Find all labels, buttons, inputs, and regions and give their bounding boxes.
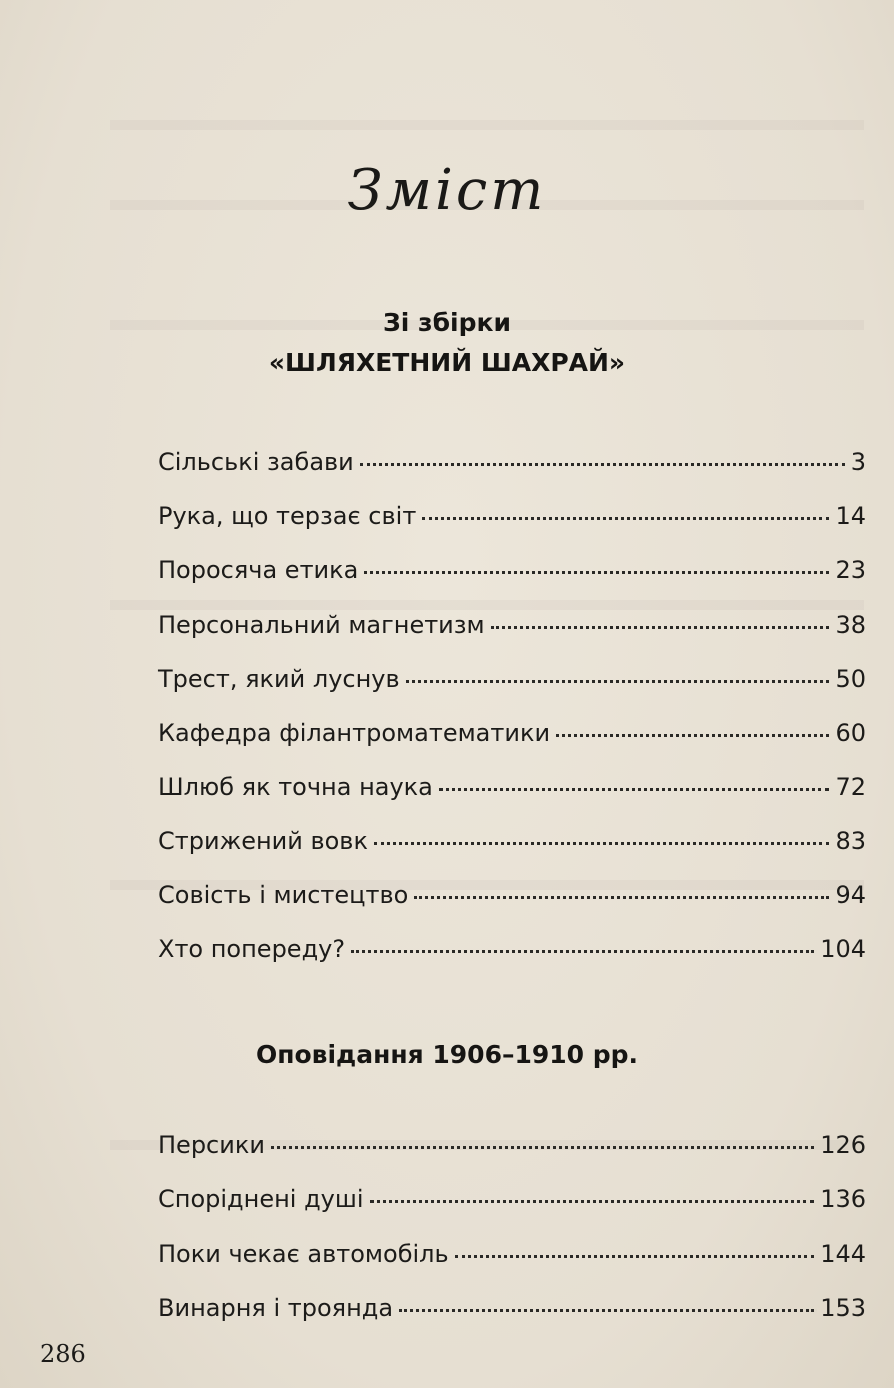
toc-entry[interactable] bbox=[158, 881, 866, 921]
toc-entry-page: 38 bbox=[835, 611, 866, 639]
leader-dots bbox=[455, 1255, 815, 1258]
toc-entry-title: Персики bbox=[158, 1131, 265, 1159]
leader-dots bbox=[491, 626, 830, 629]
toc-entry-title: Шлюб як точна наука bbox=[158, 773, 433, 801]
toc-entry[interactable] bbox=[158, 1240, 866, 1280]
toc-entry-page: 136 bbox=[820, 1185, 866, 1213]
toc-entry-title: Стрижений вовк bbox=[158, 827, 368, 855]
toc-entry-page: 14 bbox=[835, 502, 866, 530]
toc-entry-title: Совість і мистецтво bbox=[158, 881, 409, 909]
toc-entry-page: 153 bbox=[820, 1294, 866, 1322]
toc-entry[interactable] bbox=[158, 935, 866, 975]
leader-dots bbox=[414, 896, 829, 899]
toc-entry[interactable] bbox=[158, 665, 866, 705]
toc-entry[interactable] bbox=[158, 502, 866, 542]
toc-entry-title: Поросяча етика bbox=[158, 556, 359, 584]
toc-entry[interactable] bbox=[158, 1185, 866, 1225]
toc-entry-title: Поки чекає автомобіль bbox=[158, 1240, 449, 1268]
leader-dots bbox=[364, 571, 829, 574]
bleed-through-line bbox=[110, 600, 864, 610]
toc-entry-title: Винарня і троянда bbox=[158, 1294, 394, 1322]
leader-dots bbox=[360, 463, 845, 466]
leader-dots bbox=[556, 734, 829, 737]
toc-entry-title: Рука, що терзає світ bbox=[158, 502, 417, 530]
toc-entry[interactable] bbox=[158, 719, 866, 759]
toc-entry[interactable] bbox=[158, 773, 866, 813]
toc-entry[interactable] bbox=[158, 556, 866, 596]
page-number: 286 bbox=[40, 1340, 86, 1368]
bleed-through-line bbox=[110, 120, 864, 130]
leader-dots bbox=[439, 788, 830, 791]
toc-entry-title: Трест, який луснув bbox=[158, 665, 400, 693]
leader-dots bbox=[374, 842, 830, 845]
toc-entry[interactable] bbox=[158, 1131, 866, 1171]
toc-entry-page: 83 bbox=[835, 827, 866, 855]
toc-entry-page: 50 bbox=[835, 665, 866, 693]
leader-dots bbox=[271, 1146, 814, 1149]
toc-entry-title: Кафедра філантроматематики bbox=[158, 719, 551, 747]
toc-entry-title: Сільські забави bbox=[158, 448, 354, 476]
toc-entry-page: 3 bbox=[850, 448, 866, 476]
toc-entry[interactable] bbox=[158, 448, 866, 488]
leader-dots bbox=[351, 950, 814, 953]
leader-dots bbox=[422, 517, 829, 520]
leader-dots bbox=[399, 1309, 814, 1312]
section-2-heading: Оповідання 1906–1910 рр. bbox=[255, 1040, 639, 1069]
toc-entry[interactable] bbox=[158, 611, 866, 651]
toc-entry-title: Хто попереду? bbox=[158, 935, 346, 963]
toc-entry-page: 94 bbox=[835, 881, 866, 909]
toc-entry-title: Персональний магнетизм bbox=[158, 611, 485, 639]
section-1-heading-line2: «ШЛЯХЕТНИЙ ШАХРАЙ» bbox=[268, 348, 626, 377]
toc-entry[interactable] bbox=[158, 827, 866, 867]
toc-entry[interactable] bbox=[158, 1294, 866, 1334]
toc-entry-page: 23 bbox=[835, 556, 866, 584]
page-title: Зміст bbox=[347, 158, 547, 223]
toc-entry-page: 72 bbox=[835, 773, 866, 801]
toc-entry-page: 104 bbox=[820, 935, 866, 963]
toc-entry-page: 144 bbox=[820, 1240, 866, 1268]
section-1-heading-line1: Зі збірки bbox=[383, 308, 511, 337]
toc-entry-page: 126 bbox=[820, 1131, 866, 1159]
toc-entry-page: 60 bbox=[835, 719, 866, 747]
leader-dots bbox=[370, 1200, 815, 1203]
toc-entry-title: Споріднені душі bbox=[158, 1185, 364, 1213]
leader-dots bbox=[406, 680, 830, 683]
